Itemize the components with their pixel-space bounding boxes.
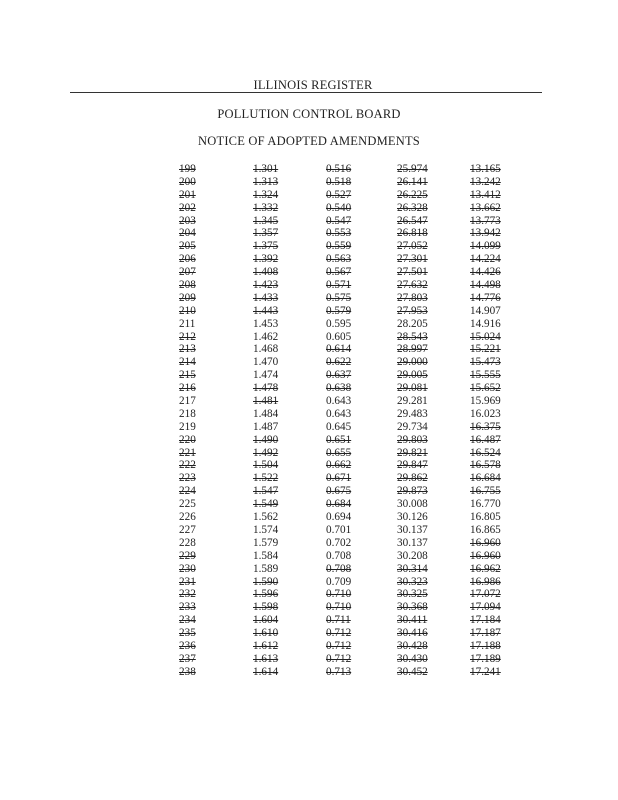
table-cell: 0.553 <box>326 227 352 240</box>
table-row <box>0 292 618 305</box>
table-cell: 16.960 <box>470 549 501 562</box>
table-cell: 1.549 <box>253 498 279 511</box>
table-row <box>0 421 618 434</box>
table-row <box>0 253 618 266</box>
table-cell: 1.612 <box>253 639 279 652</box>
table-cell: 0.675 <box>326 485 352 498</box>
table-cell: 0.643 <box>326 395 352 408</box>
table-cell: 29.862 <box>397 472 428 485</box>
table-cell: 1.470 <box>253 356 279 369</box>
table-row <box>0 240 618 253</box>
table-cell: 228 <box>179 536 196 549</box>
table-cell: 0.547 <box>326 214 352 227</box>
table-row <box>0 614 618 627</box>
table-cell: 0.575 <box>326 291 352 304</box>
table-cell: 0.655 <box>326 446 352 459</box>
table-cell: 0.605 <box>326 330 352 343</box>
table-cell: 230 <box>179 562 196 575</box>
table-cell: 17.241 <box>470 665 501 678</box>
table-row <box>0 447 618 460</box>
table-cell: 26.328 <box>397 201 428 214</box>
table-cell: 1.453 <box>253 317 279 330</box>
table-cell: 13.165 <box>470 163 501 175</box>
table-row <box>0 588 618 601</box>
table-row <box>0 524 618 537</box>
table-cell: 16.960 <box>470 536 501 549</box>
table-cell: 27.953 <box>397 304 428 317</box>
table-cell: 1.596 <box>253 588 279 601</box>
table-cell: 214 <box>179 356 196 369</box>
table-cell: 231 <box>179 575 196 588</box>
table-cell: 237 <box>179 652 196 665</box>
table-row <box>0 601 618 614</box>
table-cell: 220 <box>179 433 196 446</box>
table-cell: 0.622 <box>326 356 352 369</box>
table-cell: 0.614 <box>326 343 352 356</box>
table-cell: 29.281 <box>397 395 428 408</box>
table-cell: 16.986 <box>470 575 501 588</box>
table-cell: 30.430 <box>397 652 428 665</box>
table-cell: 14.099 <box>470 240 501 253</box>
table-cell: 30.137 <box>397 523 428 536</box>
table-cell: 221 <box>179 446 196 459</box>
table-row <box>0 459 618 472</box>
table-row <box>0 266 618 279</box>
table-row <box>0 279 618 292</box>
table-cell: 0.710 <box>326 601 352 614</box>
table-cell: 235 <box>179 627 196 640</box>
table-cell: 1.613 <box>253 652 279 665</box>
table-cell: 29.081 <box>397 382 428 395</box>
table-cell: 1.301 <box>253 163 279 175</box>
table-cell: 15.473 <box>470 356 501 369</box>
table-cell: 17.188 <box>470 639 501 652</box>
table-cell: 30.368 <box>397 601 428 614</box>
table-row <box>0 563 618 576</box>
table-row <box>0 227 618 240</box>
table-row <box>0 537 618 550</box>
table-cell: 16.578 <box>470 459 501 472</box>
table-cell: 1.433 <box>253 291 279 304</box>
table-cell: 0.708 <box>326 549 352 562</box>
table-cell: 29.483 <box>397 407 428 420</box>
table-cell: 30.416 <box>397 627 428 640</box>
table-cell: 29.005 <box>397 369 428 382</box>
table-cell: 29.847 <box>397 459 428 472</box>
table-row <box>0 305 618 318</box>
table-cell: 0.671 <box>326 472 352 485</box>
table-cell: 29.803 <box>397 433 428 446</box>
table-cell: 0.559 <box>326 240 352 253</box>
table-cell: 14.224 <box>470 253 501 266</box>
table-row <box>0 434 618 447</box>
table-cell: 1.579 <box>253 536 279 549</box>
table-cell: 26.547 <box>397 214 428 227</box>
table-cell: 1.610 <box>253 627 279 640</box>
table-row <box>0 331 618 344</box>
table-cell: 210 <box>179 304 196 317</box>
table-row <box>0 576 618 589</box>
table-cell: 1.481 <box>253 395 279 408</box>
table-cell: 14.776 <box>470 291 501 304</box>
table-cell: 14.498 <box>470 279 501 292</box>
table-cell: 26.141 <box>397 175 428 188</box>
table-row <box>0 318 618 331</box>
table-cell: 14.426 <box>470 266 501 279</box>
table-cell: 223 <box>179 472 196 485</box>
table-cell: 0.662 <box>326 459 352 472</box>
table-cell: 1.604 <box>253 614 279 627</box>
table-row <box>0 382 618 395</box>
table-cell: 0.684 <box>326 498 352 511</box>
header-rule <box>70 92 542 93</box>
table-cell: 17.189 <box>470 652 501 665</box>
table-cell: 0.712 <box>326 652 352 665</box>
table-row <box>0 627 618 640</box>
table-cell: 0.712 <box>326 627 352 640</box>
table-cell: 0.708 <box>326 562 352 575</box>
table-cell: 238 <box>179 665 196 678</box>
table-cell: 1.574 <box>253 523 279 536</box>
table-cell: 219 <box>179 420 196 433</box>
table-cell: 207 <box>179 266 196 279</box>
table-cell: 14.907 <box>470 304 501 317</box>
table-cell: 16.524 <box>470 446 501 459</box>
table-cell: 202 <box>179 201 196 214</box>
table-cell: 29.000 <box>397 356 428 369</box>
table-cell: 236 <box>179 639 196 652</box>
table-cell: 30.208 <box>397 549 428 562</box>
table-cell: 30.314 <box>397 562 428 575</box>
table-cell: 0.637 <box>326 369 352 382</box>
table-cell: 13.773 <box>470 214 501 227</box>
table-cell: 1.468 <box>253 343 279 356</box>
table-cell: 13.412 <box>470 188 501 201</box>
table-cell: 0.709 <box>326 575 352 588</box>
table-cell: 28.543 <box>397 330 428 343</box>
table-cell: 200 <box>179 175 196 188</box>
table-cell: 1.313 <box>253 175 279 188</box>
table-cell: 28.997 <box>397 343 428 356</box>
table-row <box>0 163 618 176</box>
table-cell: 1.484 <box>253 407 279 420</box>
table-cell: 204 <box>179 227 196 240</box>
table-cell: 216 <box>179 382 196 395</box>
table-row <box>0 485 618 498</box>
table-cell: 1.492 <box>253 446 279 459</box>
table-cell: 1.590 <box>253 575 279 588</box>
table-cell: 16.755 <box>470 485 501 498</box>
table-cell: 1.584 <box>253 549 279 562</box>
table-row <box>0 472 618 485</box>
table-row <box>0 343 618 356</box>
table-cell: 227 <box>179 523 196 536</box>
table-cell: 13.662 <box>470 201 501 214</box>
table-cell: 201 <box>179 188 196 201</box>
table-cell: 222 <box>179 459 196 472</box>
table-cell: 1.474 <box>253 369 279 382</box>
table-cell: 29.873 <box>397 485 428 498</box>
table-cell: 224 <box>179 485 196 498</box>
table-cell: 1.357 <box>253 227 279 240</box>
table-cell: 17.184 <box>470 614 501 627</box>
table-cell: 1.392 <box>253 253 279 266</box>
table-cell: 203 <box>179 214 196 227</box>
table-cell: 27.632 <box>397 279 428 292</box>
table-cell: 0.571 <box>326 279 352 292</box>
table-cell: 0.540 <box>326 201 352 214</box>
table-cell: 233 <box>179 601 196 614</box>
table-cell: 0.643 <box>326 407 352 420</box>
table-cell: 0.701 <box>326 523 352 536</box>
table-cell: 17.072 <box>470 588 501 601</box>
table-cell: 16.375 <box>470 420 501 433</box>
table-cell: 1.478 <box>253 382 279 395</box>
table-cell: 217 <box>179 395 196 408</box>
table-cell: 1.490 <box>253 433 279 446</box>
table-cell: 213 <box>179 343 196 356</box>
table-row <box>0 395 618 408</box>
table-cell: 0.595 <box>326 317 352 330</box>
table-cell: 215 <box>179 369 196 382</box>
table-cell: 0.694 <box>326 511 352 524</box>
table-cell: 205 <box>179 240 196 253</box>
table-cell: 1.375 <box>253 240 279 253</box>
table-cell: 1.408 <box>253 266 279 279</box>
table-cell: 28.205 <box>397 317 428 330</box>
table-cell: 16.805 <box>470 511 501 524</box>
table-cell: 15.555 <box>470 369 501 382</box>
table-row <box>0 369 618 382</box>
table-cell: 0.638 <box>326 382 352 395</box>
table-row <box>0 356 618 369</box>
table-cell: 0.563 <box>326 253 352 266</box>
table-row <box>0 189 618 202</box>
table-row <box>0 550 618 563</box>
table-cell: 30.452 <box>397 665 428 678</box>
table-cell: 0.710 <box>326 588 352 601</box>
table-cell: 16.865 <box>470 523 501 536</box>
table-cell: 15.024 <box>470 330 501 343</box>
table-cell: 0.518 <box>326 175 352 188</box>
table-cell: 30.126 <box>397 511 428 524</box>
register-title: ILLINOIS REGISTER <box>253 78 373 92</box>
table-cell: 1.547 <box>253 485 279 498</box>
table-cell: 225 <box>179 498 196 511</box>
table-cell: 30.411 <box>397 614 428 627</box>
table-cell: 209 <box>179 291 196 304</box>
table-cell: 1.423 <box>253 279 279 292</box>
table-cell: 27.301 <box>397 253 428 266</box>
table-cell: 29.734 <box>397 420 428 433</box>
table-cell: 17.094 <box>470 601 501 614</box>
table-cell: 15.652 <box>470 382 501 395</box>
table-cell: 26.818 <box>397 227 428 240</box>
table-cell: 211 <box>179 317 196 330</box>
table-row <box>0 666 618 679</box>
table-cell: 0.712 <box>326 639 352 652</box>
table-cell: 212 <box>179 330 196 343</box>
table-row <box>0 511 618 524</box>
table-cell: 232 <box>179 588 196 601</box>
table-cell: 26.225 <box>397 188 428 201</box>
notice-title: NOTICE OF ADOPTED AMENDMENTS <box>198 134 420 148</box>
table-cell: 1.443 <box>253 304 279 317</box>
table-row <box>0 176 618 189</box>
table-cell: 1.487 <box>253 420 279 433</box>
table-cell: 30.323 <box>397 575 428 588</box>
amendment-table <box>0 163 618 679</box>
table-cell: 1.589 <box>253 562 279 575</box>
table-cell: 30.325 <box>397 588 428 601</box>
table-cell: 15.221 <box>470 343 501 356</box>
table-cell: 234 <box>179 614 196 627</box>
table-cell: 13.242 <box>470 175 501 188</box>
table-cell: 27.501 <box>397 266 428 279</box>
table-cell: 14.916 <box>470 317 501 330</box>
table-cell: 0.713 <box>326 665 352 678</box>
table-cell: 199 <box>179 163 196 175</box>
table-cell: 16.684 <box>470 472 501 485</box>
table-cell: 1.345 <box>253 214 279 227</box>
table-cell: 29.821 <box>397 446 428 459</box>
table-cell: 13.942 <box>470 227 501 240</box>
table-cell: 17.187 <box>470 627 501 640</box>
table-cell: 0.651 <box>326 433 352 446</box>
table-cell: 218 <box>179 407 196 420</box>
table-row <box>0 640 618 653</box>
table-cell: 226 <box>179 511 196 524</box>
table-cell: 16.487 <box>470 433 501 446</box>
table-cell: 30.008 <box>397 498 428 511</box>
table-row <box>0 498 618 511</box>
table-cell: 1.504 <box>253 459 279 472</box>
table-cell: 30.428 <box>397 639 428 652</box>
table-cell: 0.527 <box>326 188 352 201</box>
table-cell: 1.598 <box>253 601 279 614</box>
table-cell: 229 <box>179 549 196 562</box>
table-cell: 16.962 <box>470 562 501 575</box>
table-row <box>0 408 618 421</box>
table-cell: 16.023 <box>470 407 501 420</box>
table-cell: 0.702 <box>326 536 352 549</box>
table-cell: 0.567 <box>326 266 352 279</box>
table-cell: 27.052 <box>397 240 428 253</box>
table-cell: 1.462 <box>253 330 279 343</box>
table-cell: 15.969 <box>470 395 501 408</box>
table-row <box>0 215 618 228</box>
table-cell: 208 <box>179 279 196 292</box>
table-cell: 1.614 <box>253 665 279 678</box>
table-cell: 1.562 <box>253 511 279 524</box>
table-cell: 206 <box>179 253 196 266</box>
table-cell: 25.974 <box>397 163 428 175</box>
agency-title: POLLUTION CONTROL BOARD <box>217 107 401 121</box>
table-cell: 0.645 <box>326 420 352 433</box>
table-cell: 0.711 <box>326 614 351 627</box>
table-row <box>0 202 618 215</box>
table-cell: 1.324 <box>253 188 279 201</box>
table-cell: 27.803 <box>397 291 428 304</box>
table-cell: 1.522 <box>253 472 279 485</box>
table-cell: 16.770 <box>470 498 501 511</box>
table-cell: 30.137 <box>397 536 428 549</box>
table-row <box>0 653 618 666</box>
table-cell: 1.332 <box>253 201 279 214</box>
table-cell: 0.579 <box>326 304 352 317</box>
table-cell: 0.516 <box>326 163 352 175</box>
